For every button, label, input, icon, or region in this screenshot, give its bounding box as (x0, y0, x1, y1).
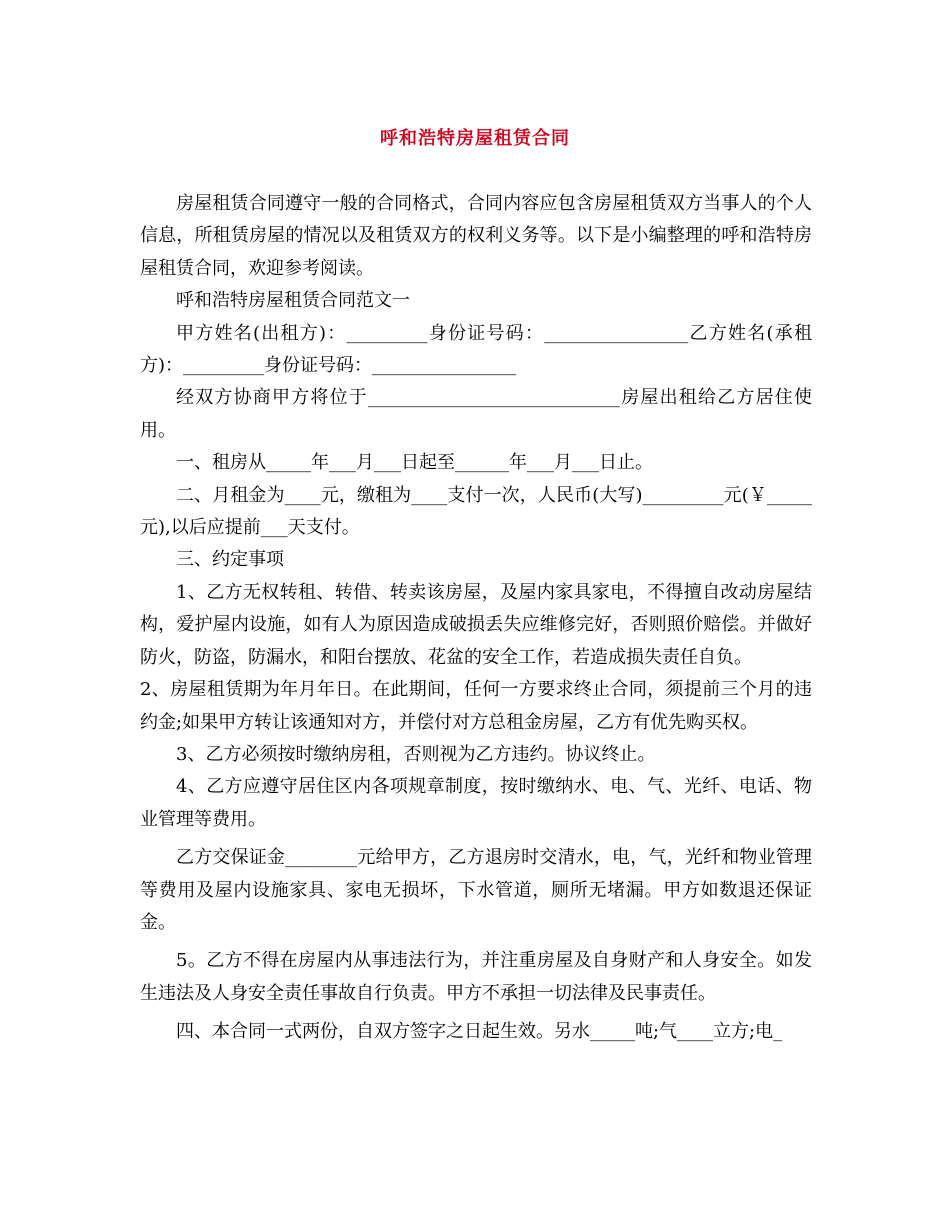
parties-paragraph: 甲方姓名(出租方)：_________身份证号码：________________乙方姓名(承租方)：_________身份证号码：________________ (140, 322, 812, 377)
sample-heading: 呼和浩特房屋租赁合同范文一 (176, 290, 410, 312)
agreement-paragraph: 经双方协商甲方将位于____________________________房屋出租给乙方居住使用。 (140, 387, 812, 441)
clause-1: 一、租房从_____年___月___日起至______年___月___日止。 (176, 452, 653, 474)
item-4: 4、乙方应遵守居住区内各项规章制度，按时缴纳水、电、气、光纤、电话、物业管理等费用。 (140, 776, 812, 830)
item-5: 5。乙方不得在房屋内从事违法行为，并注重房屋及自身财产和人身安全。如发生违法及人身安全责任事故自行负责。甲方不承担一切法律及民事责任。 (140, 950, 812, 1004)
document-body (140, 188, 812, 1049)
document-title: 呼和浩特房屋租赁合同 (380, 128, 570, 149)
clause-3: 三、约定事项 (176, 549, 284, 571)
deposit-paragraph: 乙方交保证金________元给甲方，乙方退房时交清水，电，气，光纤和物业管理等费用及屋内设施家具、家电无损坏，下水管道，厕所无堵漏。甲方如数退还保证金。 (140, 847, 812, 933)
clause-2: 二、月租金为____元，缴租为____支付一次，人民币(大写)_________元(￥_____元),以后应提前___天支付。 (140, 484, 812, 539)
intro-paragraph: 房屋租赁合同遵守一般的合同格式，合同内容应包含房屋租赁双方当事人的个人信息，所租赁房屋的情况以及租赁双方的权利义务等。以下是小编整理的呼和浩特房屋租赁合同，欢迎参考阅读。 (140, 193, 812, 279)
clause-4: 四、本合同一式两份，自双方签字之日起生效。另水_____吨;气____立方;电_ (176, 1021, 783, 1043)
item-3: 3、乙方必须按时缴纳房租，否则视为乙方违约。协议终止。 (176, 743, 656, 765)
item-1: 1、乙方无权转租、转借、转卖该房屋，及屋内家具家电，不得擅自改动房屋结构，爱护屋内设施，如有人为原因造成破损丢失应维修完好，否则照价赔偿。并做好防火，防盗，防漏水，和阳台摆放、花盆的安全工作，若造成损失责任自负。 (140, 581, 812, 668)
item-2: 2、房屋租赁期为年月年日。在此期间，任何一方要求终止合同，须提前三个月的违约金;如果甲方转让该通知对方，并偿付对方总租金房屋，乙方有优先购买权。 (140, 679, 812, 733)
